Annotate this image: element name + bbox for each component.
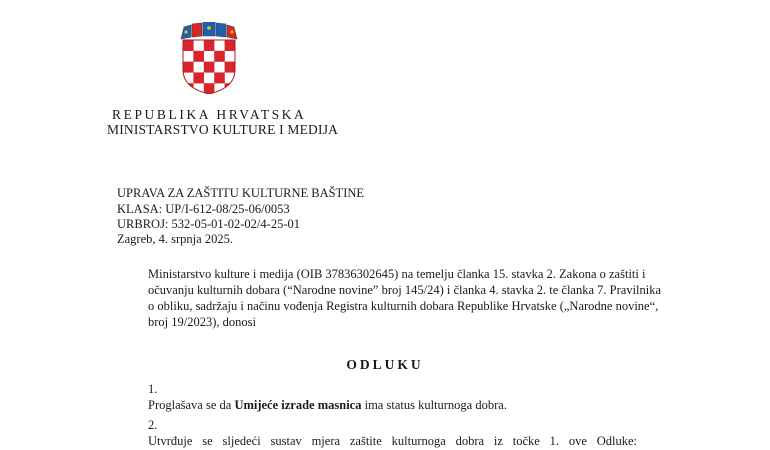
ministry-name: MINISTARSTVO KULTURE I MEDIJA	[107, 122, 339, 137]
checker-square	[225, 83, 236, 94]
preamble-paragraph	[148, 266, 662, 330]
item-number: 1.	[148, 382, 158, 396]
croatian-coat-of-arms-icon	[178, 22, 240, 94]
preamble-line: broj 19/2023), donosi	[148, 315, 256, 329]
checker-square	[204, 83, 215, 94]
checker-square	[204, 62, 215, 73]
decision-title: ODLUKU	[346, 357, 424, 372]
checker-square	[214, 51, 225, 62]
checker-square	[183, 40, 194, 51]
item-text-line: Utvrđuje se sljedeći sustav mjera zaštite kulturnoga dobra iz točke 1. ove Odluke:	[148, 434, 637, 448]
checker-square	[225, 62, 236, 73]
urbroj-reference: URBROJ: 532-05-01-02-02/4-25-01	[117, 217, 300, 231]
checker-square	[214, 72, 225, 83]
crown	[181, 22, 237, 39]
item-text	[148, 433, 637, 449]
checker-square	[225, 40, 236, 51]
checker-square	[183, 83, 194, 94]
checker-square	[193, 72, 204, 83]
preamble-line: Ministarstvo kulture i medija (OIB 37836302645) na temelju članka 15. stavka 2. Zakona o zaštiti i	[148, 267, 646, 281]
place-and-date: Zagreb, 4. srpnja 2025.	[117, 232, 233, 246]
item-text	[148, 398, 507, 413]
department-name: UPRAVA ZA ZAŠTITU KULTURNE BAŠTINE	[117, 186, 365, 200]
checker-square	[183, 62, 194, 73]
preamble-line: očuvanju kulturnih dobara (“Narodne novine” broj 145/24) i članka 4. stavka 2. te članka 7. Pravilnika	[148, 283, 662, 297]
checker-square	[204, 40, 215, 51]
item-number: 2.	[148, 418, 158, 432]
checker-square	[193, 51, 204, 62]
preamble-line: o obliku, sadržaju i načinu vođenja Registra kulturnih dobara Republike Hrvatske („Narodne novine“,	[148, 299, 659, 313]
item-text-start: Proglašava se da	[148, 398, 235, 412]
item-text-end: ima status kulturnoga dobra.	[361, 398, 507, 412]
klasa-reference: KLASA: UP/I-612-08/25-06/0053	[117, 202, 290, 216]
country-name: REPUBLIKA HRVATSKA	[112, 107, 307, 122]
heritage-name: Umijeće izrade masnica	[234, 398, 362, 412]
